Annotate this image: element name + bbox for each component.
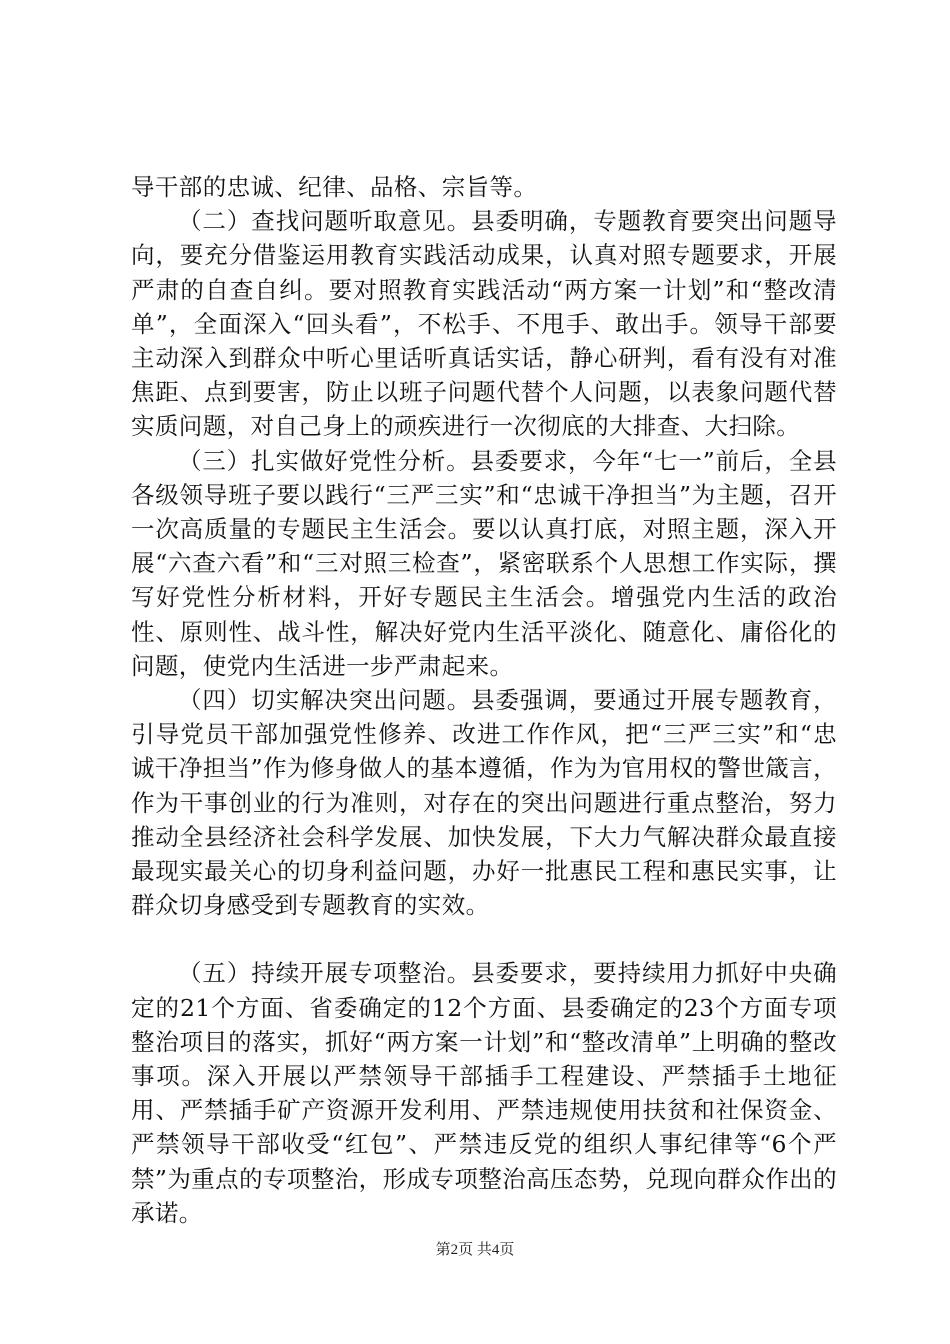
- paragraph-spacer: [131, 922, 837, 956]
- paragraph-section-4: （四）切实解决突出问题。县委强调，要通过开展专题教育，引导党员干部加强党性修养、改进工作作风，把“三严三实”和“忠诚干净担当”作为修身做人的基本遵循，作为为官用权的警世箴言，作为干事创业的行为准则，对存在的突出问题进行重点整治，努力推动全县经济社会科学发展、加快发展，下大力气解决群众最直接最现实最关心的切身利益问题，办好一批惠民工程和惠民实事，让群众切身感受到专题教育的实效。: [131, 686, 837, 920]
- paragraph-section-3: （三）扎实做好党性分析。县委要求，今年“七一”前后，全县各级领导班子要以践行“三严三实”和“忠诚干净担当”为主题，召开一次高质量的专题民主生活会。要以认真打底，对照主题，深入开展“六查六看”和“三对照三检查”，紧密联系个人思想工作实际，撰写好党性分析材料，开好专题民主生活会。增强党内生活的政治性、原则性、战斗性，解决好党内生活平淡化、随意化、庸俗化的问题，使党内生活进一步严肃起来。: [131, 446, 837, 680]
- paragraph-section-2: （二）查找问题听取意见。县委明确，专题教育要突出问题导向，要充分借鉴运用教育实践活动成果，认真对照专题要求，开展严肃的自查自纠。要对照教育实践活动“两方案一计划”和“整改清单”，全面深入“回头看”，不松手、不甩手、敢出手。领导干部要主动深入到群众中听心里话听真话实话，静心研判，看有没有对准焦距、点到要害，防止以班子问题代替个人问题，以表象问题代替实质问题，对自己身上的顽疾进行一次彻底的大排查、大扫除。: [131, 207, 837, 441]
- document-body: [131, 170, 837, 1230]
- paragraph-section-5: （五）持续开展专项整治。县委要求，要持续用力抓好中央确定的21个方面、省委确定的12个方面、县委确定的23个方面专项整治项目的落实，抓好“两方案一计划”和“整改清单”上明确的整改事项。深入开展以严禁领导干部插手工程建设、严禁插手土地征用、严禁插手矿产资源开发利用、严禁违规使用扶贫和社保资金、严禁领导干部收受“红包”、严禁违反党的组织人事纪律等“6个严禁”为重点的专项整治，形成专项整治高压态势，兑现向群众作出的承诺。: [131, 959, 837, 1227]
- page-footer: 第2页 共4页: [435, 1242, 515, 1258]
- paragraph-continuation: 导干部的忠诚、纪律、品格、宗旨等。: [131, 173, 538, 201]
